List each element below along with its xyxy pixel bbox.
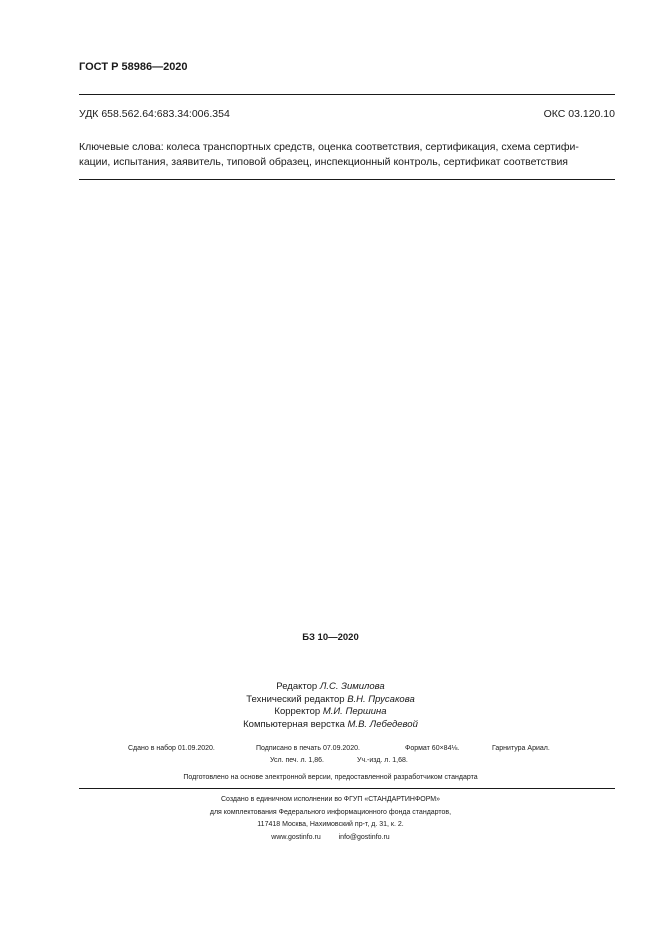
credit-role: Технический редактор xyxy=(246,693,345,705)
credit-line xyxy=(0,681,661,694)
credit-name: В.Н. Прусакова xyxy=(347,693,415,705)
imprint-signed: Подписано в печать 07.09.2020. xyxy=(256,745,360,752)
keywords-block xyxy=(79,140,615,170)
oks-code: ОКС 03.120.10 xyxy=(543,108,615,120)
keywords-line: кации, испытания, заявитель, типовой образец, инспекционный контроль, сертификат соответствия xyxy=(79,156,568,168)
standard-number: ГОСТ Р 58986—2020 xyxy=(79,61,188,73)
publisher-contacts xyxy=(0,832,661,845)
credit-name: М.В. Лебедевой xyxy=(347,718,418,730)
credit-role: Редактор xyxy=(276,681,318,692)
credit-name: М.И. Першина xyxy=(322,706,387,718)
imprint-print-sheets: Усл. печ. л. 1,86. xyxy=(270,757,324,764)
publisher-address: 117418 Москва, Нахимовский пр-т, д. 31, к. 2. xyxy=(257,821,404,829)
imprint-format: Формат 60×84⅛. xyxy=(405,745,460,752)
publisher-block xyxy=(0,794,661,844)
credit-line xyxy=(0,706,661,719)
credit-name: Л.С. Зимилова xyxy=(319,681,385,692)
credit-role: Корректор xyxy=(274,706,321,718)
imprint-typeface: Гарнитура Ариал. xyxy=(492,745,550,752)
publisher-email-link[interactable]: info@gostinfo.ru xyxy=(338,833,390,841)
publisher-divider xyxy=(79,788,615,789)
prepared-note: Подготовлено на основе электронной версии, предоставленной разработчиком стандарта xyxy=(183,774,478,781)
credit-line xyxy=(0,719,661,732)
credit-role: Компьютерная верстка xyxy=(243,718,345,730)
top-divider xyxy=(79,94,615,95)
udc-code: УДК 658.562.64:683.34:006.354 xyxy=(79,108,230,120)
credits-block xyxy=(0,681,661,731)
publisher-line: для комплектования Федерального информационного фонда стандартов, xyxy=(209,808,452,816)
keywords-line: Ключевые слова: колеса транспортных средств, оценка соответствия, сертификация, схема сертифи- xyxy=(79,141,579,153)
credit-line xyxy=(0,694,661,707)
imprint-publisher-sheets: Уч.-изд. л. 1,68. xyxy=(357,757,408,764)
imprint-submitted: Сдано в набор 01.09.2020. xyxy=(128,745,215,752)
keywords-divider xyxy=(79,179,615,180)
bulletin-number: БЗ 10—2020 xyxy=(302,632,359,643)
publisher-line: Создано в единичном исполнении во ФГУП «СТАНДАРТИНФОРМ» xyxy=(220,796,441,803)
publisher-website-link[interactable]: www.gostinfo.ru xyxy=(271,833,321,841)
